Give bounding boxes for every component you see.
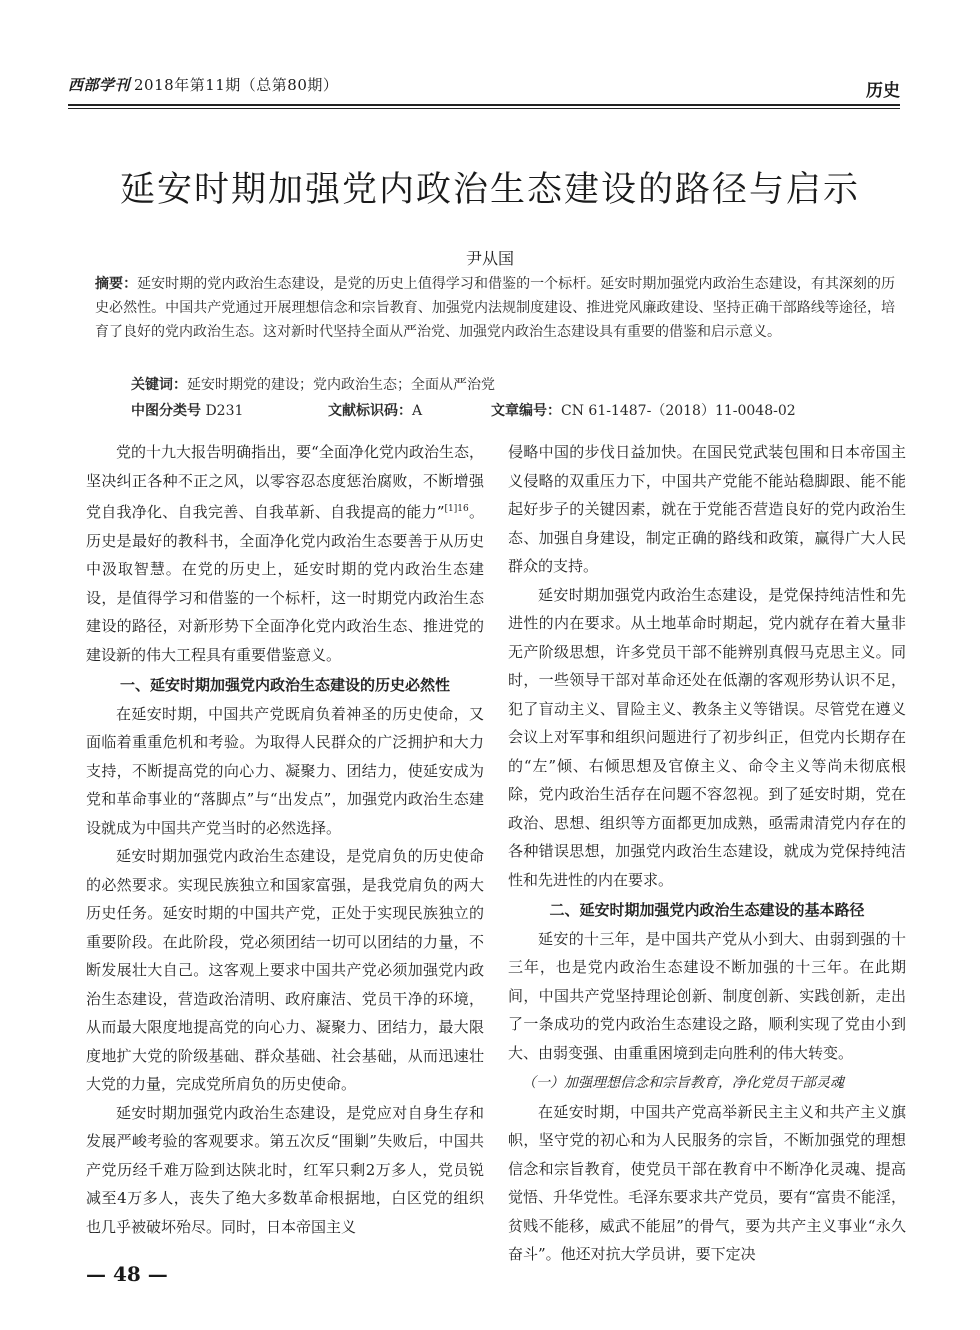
paragraph-text: 。历史是最好的教科书，全面净化党内政治生态要善于从历史中汲取智慧。在党的历史上，延安时期的党内政治生态建设，是值得学习和借鉴的一个标杆，这一时期党内政治生态建设的路径，对新形势下全面净化党内政治生态、推进党的建设新的伟大工程具有重要借鉴意义。 xyxy=(86,503,484,664)
keywords-text: 延安时期党的建设；党内政治生态；全面从严治党 xyxy=(187,377,495,393)
paragraph: 在延安时期，中国共产党高举新民主主义和共产主义旗帜，坚守党的初心和为人民服务的宗旨，不断加强党的理想信念和宗旨教育，使党员干部在教育中不断净化灵魂、提高觉悟、升华党性。毛泽东要求共产党员，要有“富贵不能淫，贫贱不能移，威武不能屈”的骨气，要为共产主义事业“永久奋斗”。他还对抗大学员讲，要下定决 xyxy=(508,1102,906,1263)
keywords-label: 关键词： xyxy=(131,377,187,393)
article-number xyxy=(491,400,796,420)
citation-ref: [1]16 xyxy=(444,504,469,514)
paragraph-text: 党的十九大报告明确指出，要“全面净化党内政治生态，坚决纠正各种不正之风，以零容忍态度惩治腐败，不断增强党自我净化、自我完善、自我革新、自我提高的能力” xyxy=(86,443,484,521)
doc-label: 文献标识码： xyxy=(328,403,412,419)
header-rule xyxy=(68,104,900,106)
keywords xyxy=(131,374,495,394)
header-rule-thin xyxy=(68,108,900,109)
paragraph: 延安的十三年，是中国共产党从小到大、由弱到强的十三年，也是党内政治生态建设不断加强的十三年。在此期间，中国共产党坚持理论创新、制度创新、实践创新，走出了一条成功的党内政治生态建设之路，顺利实现了党由小到大、由弱变强、由重重困境到走向胜利的伟大转变。 xyxy=(508,929,906,1062)
article-number-label: 文章编号： xyxy=(491,403,561,419)
paragraph: 延安时期加强党内政治生态建设，是党应对自身生存和发展严峻考验的客观要求。第五次反“围剿”失败后，中国共产党历经千难万险到达陕北时，红军只剩2万多人，党员锐减至4万多人，丧失了绝大多数革命根据地，白区党的组织也几乎被破坏殆尽。同时，日本帝国主义 xyxy=(86,1103,484,1236)
section-heading: 二、延安时期加强党内政治生态建设的基本路径 xyxy=(549,901,865,919)
paragraph xyxy=(86,438,484,669)
journal-info xyxy=(68,74,338,95)
issue-info: 2018年第11期（总第80期） xyxy=(134,76,339,94)
doc-value: A xyxy=(412,403,423,419)
abstract-label: 摘要： xyxy=(95,276,138,292)
clc-label: 中图分类号 xyxy=(131,403,201,419)
clc-value: D231 xyxy=(205,403,244,419)
abstract-text: 延安时期的党内政治生态建设，是党的历史上值得学习和借鉴的一个标杆。延安时期加强党内政治生态建设，有其深刻的历史必然性。中国共产党通过开展理想信念和宗旨教育、加强党内法规制度建设、推进党风廉政建设、坚持正确干部路线等途径，培育了良好的党内政治生态。这对新时代坚持全面从严治党、加强党内政治生态建设具有重要的借鉴和启示意义。 xyxy=(95,276,895,340)
subsection-heading: （一）加强理想信念和宗旨教育，净化党员干部灵魂 xyxy=(522,1075,844,1091)
clc-number xyxy=(131,400,243,420)
section-label: 历史 xyxy=(866,81,900,101)
page-number: — 48 — xyxy=(86,1262,168,1286)
article-number-value: CN 61-1487-（2018）11-0048-02 xyxy=(561,403,796,419)
page-header xyxy=(68,62,900,102)
doc-code xyxy=(328,400,422,420)
right-column xyxy=(508,438,906,1269)
paragraph: 延安时期加强党内政治生态建设，是党保持纯洁性和先进性的内在要求。从土地革命时期起，党内就存在着大量非无产阶级思想，许多党员干部不能辨别真假马克思主义。同时，一些领导干部对革命还处在低潮的客观形势认识不足，犯了盲动主义、冒险主义、教条主义等错误。尽管党在遵义会议上对军事和组织问题进行了初步纠正，但党内长期存在的“左”倾、右倾思想及官僚主义、命令主义等尚未彻底根除，党内政治生活存在问题不容忽视。到了延安时期，党在政治、思想、组织等方面都更加成熟，亟需肃清党内存在的各种错误思想，加强党内政治生态建设，就成为党保持纯洁性和先进性的内在要求。 xyxy=(508,585,906,889)
section-heading: 一、延安时期加强党内政治生态建设的历史必然性 xyxy=(119,676,450,694)
left-column xyxy=(86,438,484,1241)
article-author: 尹从国 xyxy=(465,249,514,268)
paragraph: 延安时期加强党内政治生态建设，是党肩负的历史使命的必然要求。实现民族独立和国家富强，是我党肩负的两大历史任务。延安时期的中国共产党，正处于实现民族独立的重要阶段。在此阶段，党必须团结一切可以团结的力量，不断发展壮大自己。这客观上要求中国共产党必须加强党内政治生态建设，营造政治清明、政府廉洁、党员干净的环境，从而最大限度地提高党的向心力、凝聚力、团结力，最大限度地扩大党的阶级基础、群众基础、社会基础，从而迅速壮大党的力量，完成党所肩负的历史使命。 xyxy=(86,847,484,1093)
paragraph: 侵略中国的步伐日益加快。在国民党武装包围和日本帝国主义侵略的双重压力下，中国共产党能不能站稳脚跟、能不能起好步子的关键因素，就在于党能否营造良好的党内政治生态、加强自身建设，制定正确的路线和政策，赢得广大人民群众的支持。 xyxy=(508,443,906,575)
journal-name: 西部学刊 xyxy=(68,76,131,94)
paragraph: 在延安时期，中国共产党既肩负着神圣的历史使命，又面临着重重危机和考验。为取得人民群众的广泛拥护和大力支持，不断提高党的向心力、凝聚力、团结力，使延安成为党和革命事业的“落脚点”与“出发点”，加强党内政治生态建设就成为中国共产党当时的必然选择。 xyxy=(86,704,484,837)
article-title: 延安时期加强党内政治生态建设的路径与启示 xyxy=(119,170,860,210)
abstract xyxy=(95,272,895,344)
